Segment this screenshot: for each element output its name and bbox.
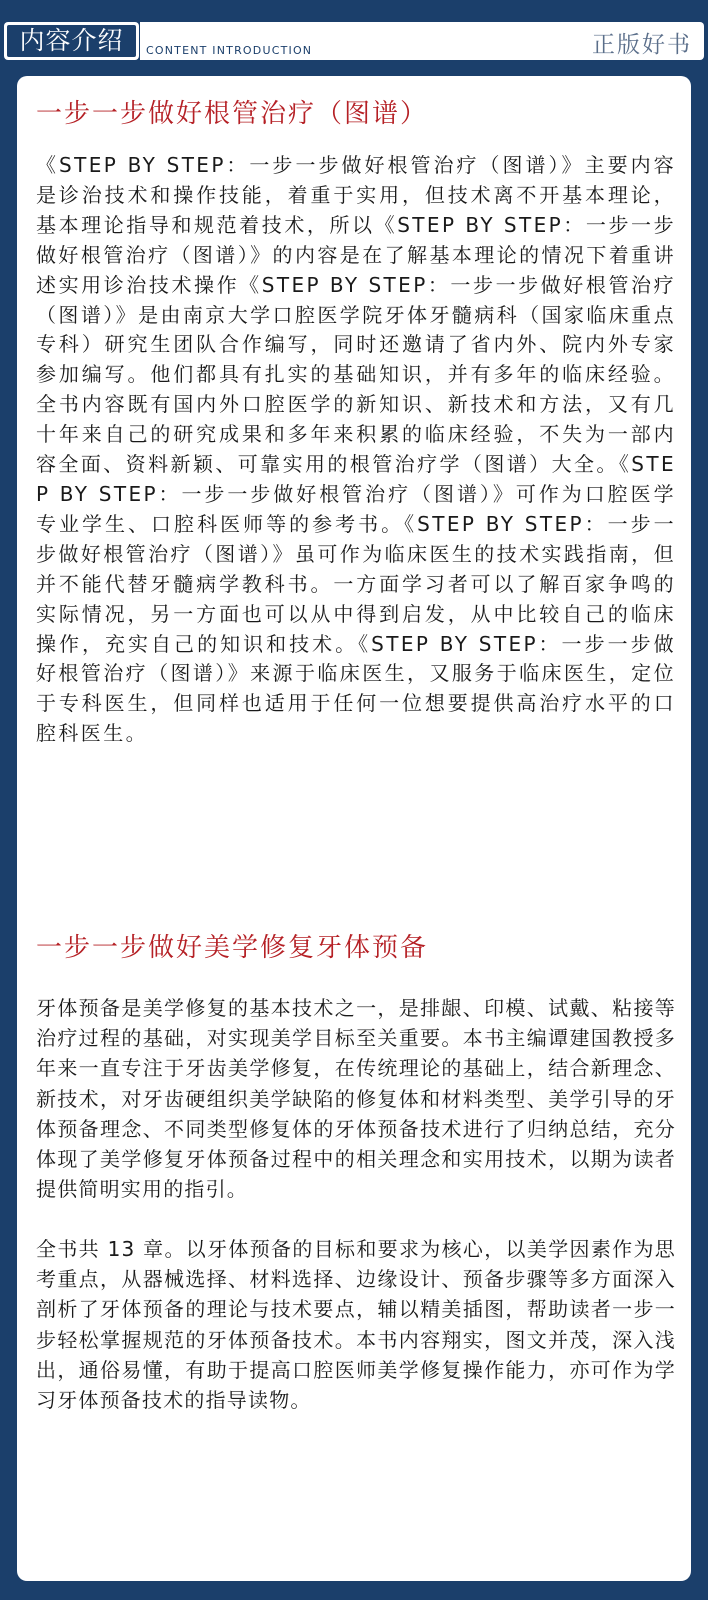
- section-title-tooth-preparation: 一步一步做好美学修复牙体预备: [36, 933, 429, 963]
- page-subtitle: CONTENT INTRODUCTION: [146, 44, 313, 57]
- section-paragraph: 《STEP BY STEP：一步一步做好根管治疗（图谱）》主要内容是诊治技术和操作技能，着重于实用，但技术离不开基本理论，基本理论指导和规范着技术，所以《STEP BY STEP：一步一步做好根管治疗（图谱）》的内容是在了解基本理论的情况下着重讲述实用诊治技术操作《STEP BY STEP：一步一步做好根管治疗（图谱）》是由南京大学口腔医学院牙体牙髓病科（国家临床重点专科）研究生团队合作编写，同时还邀请了省内外、院内外专家参加编写。他们都具有扎实的基础知识，并有多年的临床经验。全书内容既有国内外口腔医学的新知识、新技术和方法，又有几十年来自己的研究成果和多年来积累的临床经验，不失为一部内容全面、资料新颖、可靠实用的根管治疗学（图谱）大全。《STEP BY STEP：一步一步做好根管治疗（图谱）》可作为口腔医学专业学生、口腔科医师等的参考书。《STEP BY STEP：一步一步做好根管治疗（图谱）》虽可作为临床医生的技术实践指南，但并不能代替牙髓病学教科书。一方面学习者可以了解百家争鸣的实际情况，另一方面也可以从中得到启发，从中比较自己的临床操作，充实自己的知识和技术。《STEP BY STEP：一步一步做好根管治疗（图谱）》来源于临床医生，又服务于临床医生，定位于专科医生，但同样也适用于任何一位想要提供高治疗水平的口腔科医生。: [36, 153, 676, 746]
- section-paragraph: 全书共 13 章。以牙体预备的目标和要求为核心，以美学因素作为思考重点，从器械选择、材料选择、边缘设计、预备步骤等多方面深入剖析了牙体预备的理论与技术要点，辅以精美插图，帮助读者一步一步轻松掌握规范的牙体预备技术。本书内容翔实，图文并茂，深入浅出，通俗易懂，有助于提高口腔医师美学修复操作能力，亦可作为学习牙体预备技术的指导读物。: [36, 1237, 676, 1413]
- section-title-root-canal: 一步一步做好根管治疗（图谱）: [36, 99, 429, 129]
- header-bar: [140, 22, 704, 60]
- title-badge: [4, 22, 139, 60]
- header: [0, 20, 708, 62]
- genuine-tag: 正版好书: [592, 32, 692, 58]
- content-card: [17, 76, 691, 1581]
- section-paragraph: 牙体预备是美学修复的基本技术之一，是排龈、印模、试戴、粘接等治疗过程的基础，对实现美学目标至关重要。本书主编谭建国教授多年来一直专注于牙齿美学修复，在传统理论的基础上，结合新理念、新技术，对牙齿硬组织美学缺陷的修复体和材料类型、美学引导的牙体预备理念、不同类型修复体的牙体预备技术进行了归纳总结，充分体现了美学修复牙体预备过程中的相关理念和实用技术，以期为读者提供简明实用的指引。: [36, 996, 676, 1202]
- page-title: 内容介绍: [7, 25, 136, 57]
